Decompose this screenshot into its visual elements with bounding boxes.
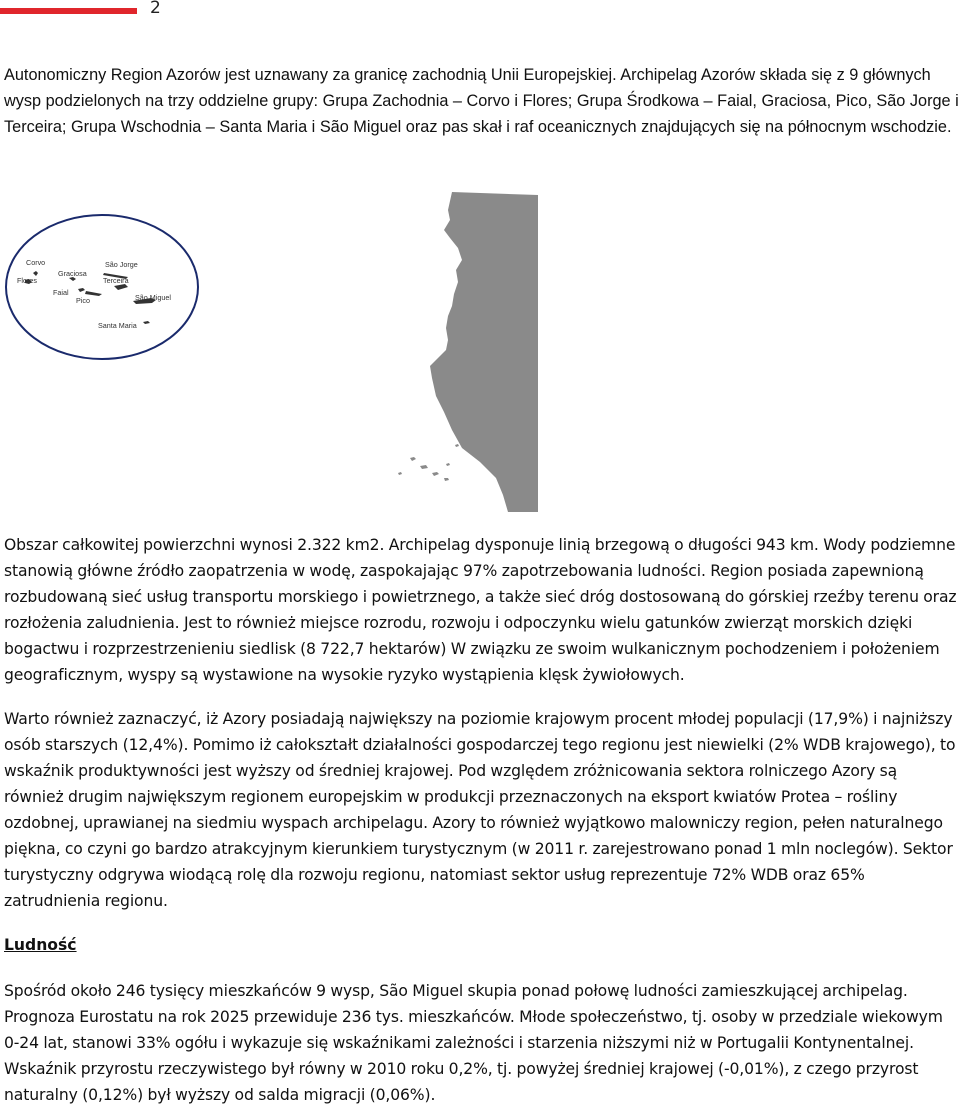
label-corvo: Corvo: [26, 258, 46, 267]
label-sao-jorge: São Jorge: [105, 260, 138, 269]
coastline-silhouette: [398, 192, 538, 512]
section-heading: Ludność: [4, 936, 77, 954]
archipelago-inset: [6, 215, 198, 359]
label-terceira: Terceira: [103, 276, 129, 285]
label-sao-miguel: São Miguel: [135, 293, 171, 302]
label-flores: Flores: [17, 276, 37, 285]
intro-paragraph: Autonomiczny Region Azorów jest uznawany za granicę zachodnią Unii Europejskiej. Archipelag Azorów składa się z 9 głównych wysp podzielonych na trzy oddzielne grupy: Grupa Zachodnia – Corvo i Flores; Grupa Środkowa – Faial, Graciosa, Pico, São Jorge i Terceira; Grupa Wschodnia – Santa Maria i São Miguel oraz pas skał i raf oceanicznych znajdujących się na północnym wschodzie.: [4, 66, 959, 136]
population-paragraph: Spośród około 246 tysięcy mieszkańców 9 wysp, São Miguel skupia ponad połowę ludności zamieszkującej archipelag. Prognoza Eurostatu na rok 2025 przewiduje 236 tys. mieszkańców. Młode społeczeństwo, tj. osoby w przedziale wiekowym 0-24 lat, stanowi 33% ogółu i wykazuje się wskaźnikami zależności i starzenia niższymi niż w Portugalii Kontynentalnej. Wskaźnik przyrostu rzeczywistego był równy w 2010 roku 0,2%, tj. powyżej średniej krajowej (-0,01%), z czego przyrost naturalny (0,12%) był wyższy od salda migracji (0,06%).: [4, 982, 943, 1104]
label-santa-maria: Santa Maria: [98, 321, 137, 330]
body-paragraph: Obszar całkowitej powierzchni wynosi 2.322 km2. Archipelag dysponuje linią brzegową o długości 943 km. Wody podziemne stanowią główne źródło zaopatrzenia w wodę, zaspokajając 97% zapotrzebowania ludności. Region posiada zapewnioną rozbudowaną sieć usług transportu morskiego i powietrznego, a także sieć dróg dostosowaną do górskiej rzeźby terenu oraz rozłożenia zaludnienia. Jest to również miejsce rozrodu, rozwoju i odpoczynku wielu gatunków zwierząt morskich dzięki bogactwu i rozprzestrzenieniu siedlisk (8 722,7 hektarów) W związku ze swoim wulkanicznym pochodzeniem i położeniem geograficznym, wyspy są wystawione na wysokie ryzyko wystąpienia klęsk żywiołowych.: [4, 536, 957, 684]
label-pico: Pico: [76, 296, 90, 305]
second-paragraph: Warto również zaznaczyć, iż Azory posiadają największy na poziomie krajowym procent młodej populacji (17,9%) i najniższy osób starszych (12,4%). Pomimo iż całokształt działalności gospodarczej tego regionu jest niewielki (2% WDB krajowego), to wskaźnik produktywności jest wyższy od średniej krajowej. Pod względem zróżnicowania sektora rolniczego Azory są również drugim największym regionem europejskim w produkcji przeznaczonych na eksport kwiatów Protea – rośliny ozdobnej, uprawianej na siedmiu wyspach archipelagu. Azory to również wyjątkowo malowniczy region, pełen naturalnego piękna, co czyni go bardzo atrakcyjnym kierunkiem turystycznym (w 2011 r. zarejestrowano ponad 1 mln noclegów). Sektor turystyczny odgrywa wiodącą rolę dla rozwoju regionu, natomiast sektor usług reprezentuje 72% WDB oraz 65% zatrudnienia regionu.: [4, 710, 956, 910]
label-graciosa: Graciosa: [58, 269, 87, 278]
header-accent-bar: [0, 8, 137, 14]
azores-location-map: [0, 190, 560, 520]
label-faial: Faial: [53, 288, 69, 297]
page-number: 2: [150, 0, 161, 18]
